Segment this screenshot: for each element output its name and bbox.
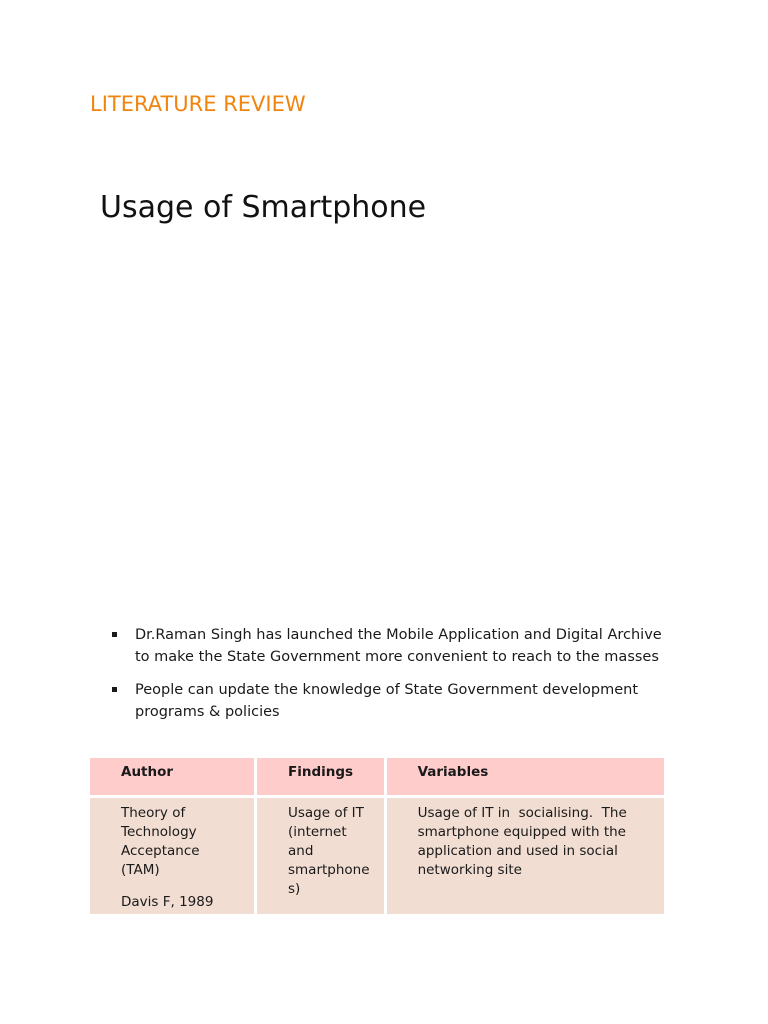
findings-line: (internet [288, 824, 347, 840]
variables-line: smartphone equipped with the [417, 824, 626, 840]
table-row [90, 798, 664, 914]
square-bullet-icon [112, 687, 117, 692]
author-line: Acceptance (TAM) [121, 843, 200, 878]
list-item [110, 679, 670, 723]
list-item [110, 624, 670, 668]
bullet-list [110, 624, 670, 734]
bullet-text: Dr.Raman Singh has launched the Mobile Application and Digital Archive to make the State Government more convenient to reach to the masses [135, 627, 662, 665]
author-line: Theory of [121, 805, 186, 821]
header-author: Author [90, 758, 257, 798]
table-header-row [90, 758, 664, 798]
variables-line: networking site [417, 862, 522, 878]
author-citation: Davis F, 1989 [121, 894, 214, 910]
cell-variables [387, 798, 664, 914]
bullet-text: People can update the knowledge of State Government development programs & policies [135, 682, 639, 720]
author-line: Technology [121, 824, 197, 840]
header-findings: Findings [257, 758, 387, 798]
literature-table [90, 758, 664, 914]
variables-line: application and used in social [417, 843, 618, 859]
findings-line: s) [288, 881, 301, 897]
header-variables: Variables [387, 758, 664, 798]
cell-author [90, 798, 257, 914]
variables-line: Usage of IT in socialising. The [417, 805, 627, 821]
findings-line: Usage of IT [288, 805, 364, 821]
square-bullet-icon [112, 632, 117, 637]
findings-line: smartphone [288, 862, 370, 878]
findings-line: and [288, 843, 314, 859]
cell-findings [257, 798, 387, 914]
page-heading: LITERATURE REVIEW [90, 92, 306, 116]
section-title: Usage of Smartphone [100, 190, 427, 225]
